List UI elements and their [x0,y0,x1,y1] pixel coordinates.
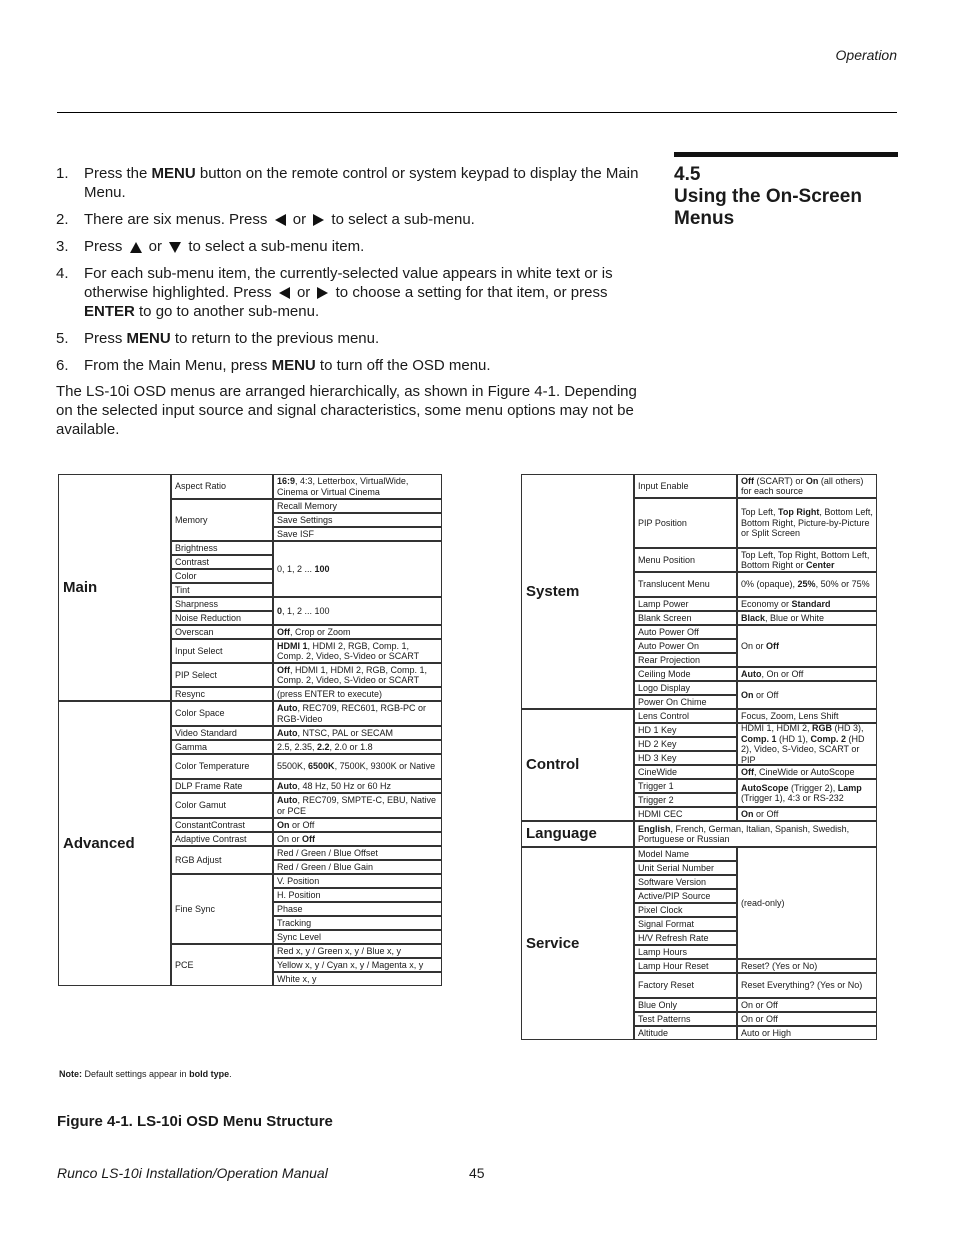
menu-value-cell [273,474,442,499]
menu-value-cell [273,874,442,888]
menu-service-label: Service [526,934,580,952]
menu-item-cell [634,572,737,597]
menu-value-cell [737,959,877,973]
menu-item-cell [634,498,737,548]
menu-item-cell [171,726,273,740]
step-number: 5. [56,330,69,347]
menu-item-cell [171,874,273,944]
menu-value: White x, y [277,973,317,984]
menu-language-label: Language [526,825,597,842]
menu-item-cell [634,709,737,723]
menu-value-cell [273,597,442,625]
menu-item-cell [634,861,737,875]
step-item [56,210,656,229]
menu-item-cell [634,474,737,498]
note-end: . [229,1069,232,1079]
menu-item-cell [171,687,273,701]
menu-item-cell [634,639,737,653]
menu-item-cell [634,653,737,667]
menu-item: Lamp Hours [638,946,688,957]
menu-item-cell [634,611,737,625]
menu-value-cell [737,667,877,681]
menu-item: Color Space [175,708,225,719]
menu-item: Input Select [175,645,223,656]
menu-item: HDMI CEC [638,808,683,819]
menu-item-cell [634,681,737,695]
menu-item: Memory [175,514,208,525]
menu-item-cell [171,597,273,611]
menu-value: On or Off [741,999,778,1010]
menu-item: Lens Control [638,710,690,721]
section-number: 4.5 [674,164,701,185]
menu-system-label: System [526,582,580,600]
menu-main-label: Main [63,578,98,596]
menu-item: Noise Reduction [175,612,242,623]
menu-value-cell [273,972,442,986]
menu-item: HD 2 Key [638,738,677,749]
menu-value: HDMI 1, HDMI 2, RGB, Comp. 1, Comp. 2, Video, S-Video or SCART [277,640,420,661]
menu-value-cell [273,726,442,740]
menu-value-cell [737,625,877,667]
menu-item: Model Name [638,848,690,859]
menu-item: Active/PIP Source [638,890,711,901]
menu-item-cell [171,611,273,625]
menu-value: Off (SCART) or On (all others) for each source [741,475,864,496]
menu-item: Adaptive Contrast [175,833,247,844]
menu-value: Save ISF [277,528,315,539]
menu-item: Overscan [175,626,214,637]
menu-value: Auto or High [741,1027,792,1038]
menu-value-cell [273,687,442,701]
menu-value: Auto, 48 Hz, 50 Hz or 60 Hz [277,780,392,791]
menu-advanced-label: Advanced [63,834,135,852]
menu-item: Auto Power On [638,640,700,651]
menu-value-cell [273,944,442,958]
menu-value: Top Left, Top Right, Bottom Left, Bottom Right or Center [741,549,870,570]
menu-value: Black, Blue or White [741,612,825,623]
menu-value-cell [737,1026,877,1040]
steps-list [56,164,656,383]
menu-value: 16:9, 4:3, Letterbox, VirtualWide, Cinema or Virtual Cinema [277,476,409,497]
menu-item: Color Temperature [175,761,250,772]
left-arrow-icon [279,287,290,299]
menu-value-cell [273,527,442,541]
menu-item: Trigger 1 [638,780,674,791]
menu-item-cell [634,1012,737,1026]
menu-item: Gamma [175,741,208,752]
note-label: Note: [59,1069,82,1079]
step-item [56,356,656,375]
menu-value-cell [273,916,442,930]
step-text: Press MENU to return to the previous menu. [84,330,380,347]
menu-value: Red / Green / Blue Offset [277,847,378,858]
menu-item-cell [171,754,273,779]
menu-item-cell [171,846,273,874]
menu-item-cell [171,944,273,986]
menu-item-cell [634,695,737,709]
page-number: 45 [469,1165,485,1181]
menu-value: On or Off [741,689,779,700]
step-number: 6. [56,357,69,374]
up-arrow-icon [130,242,142,253]
menu-item: Ceiling Mode [638,668,691,679]
menu-value: V. Position [277,875,320,886]
menu-value-cell [737,765,877,779]
menu-value-cell [273,639,442,663]
menu-item-cell [634,889,737,903]
menu-item: Altitude [638,1027,669,1038]
menu-value-cell [737,1012,877,1026]
menu-item-cell [634,875,737,889]
menu-item-cell [634,779,737,793]
menu-value: English, French, German, Italian, Spanish, Swedish, Portuguese or Russian [638,823,850,844]
menu-value: AutoScope (Trigger 2), Lamp (Trigger 1), 4:3 or RS-232 [741,782,862,803]
menu-item-cell [634,765,737,779]
menu-value: On or Off [741,640,780,651]
menu-item: Color [175,570,197,581]
menu-value-cell [273,793,442,818]
menu-item-cell [171,499,273,541]
menu-item: Pixel Clock [638,904,683,915]
menu-value: H. Position [277,889,321,900]
menu-item: Aspect Ratio [175,481,227,492]
menu-value-cell [737,779,877,807]
menu-value: 5500K, 6500K, 7500K, 9300K or Native [277,761,436,772]
menu-item: Blue Only [638,999,678,1010]
menu-item: Auto Power Off [638,626,699,637]
menu-value-cell [273,930,442,944]
menu-value-cell [273,860,442,874]
menu-item-cell [171,793,273,818]
step-item [56,164,656,202]
left-arrow-icon [275,214,286,226]
menu-value: Phase [277,903,303,914]
menu-value: Auto, On or Off [741,668,804,679]
menu-value-cell [737,807,877,821]
menu-item-cell [171,541,273,555]
menu-value: Off, CineWide or AutoScope [741,766,855,777]
menu-item-cell [634,667,737,681]
menu-value: Save Settings [277,514,333,525]
menu-value: (press ENTER to execute) [277,688,383,699]
section-title [674,164,904,230]
menu-item-cell [634,793,737,807]
header-rule [57,112,897,113]
menu-value-cell [634,821,877,847]
right-arrow-icon [317,287,328,299]
figure-caption: Figure 4-1. LS-10i OSD Menu Structure [57,1113,333,1130]
section-bar [674,152,898,157]
menu-item-cell [171,779,273,793]
menu-item: ConstantContrast [175,819,246,830]
menu-item: Translucent Menu [638,579,710,590]
menu-item: H/V Refresh Rate [638,932,709,943]
menu-value-cell [273,846,442,860]
menu-item-cell [634,807,737,821]
menu-value-cell [737,681,877,709]
menu-item: Lamp Power [638,598,689,609]
menu-item: Blank Screen [638,612,692,623]
menu-value: Auto, REC709, REC601, RGB-PC or RGB-Video [277,703,427,724]
menu-value: On or Off [277,833,316,844]
menu-item: Video Standard [175,727,237,738]
step-text: From the Main Menu, press MENU to turn off the OSD menu. [84,357,491,374]
menu-value: On or Off [277,819,315,830]
menu-item-cell [171,639,273,663]
menu-value-cell [737,611,877,625]
menu-item-cell [634,945,737,959]
menu-value-cell [737,847,877,959]
menu-value-cell [737,723,877,765]
running-header: Operation [835,47,897,63]
step-item [56,329,656,348]
menu-item-cell [171,625,273,639]
menu-value: 2.5, 2.35, 2.2, 2.0 or 1.8 [277,741,373,752]
menu-item-cell [634,625,737,639]
menu-value: Red x, y / Green x, y / Blue x, y [277,945,402,956]
menu-item: Sharpness [175,598,219,609]
menu-value: 0, 1, 2 ... 100 [277,563,330,574]
menu-item-cell [634,548,737,572]
menu-item-cell [171,555,273,569]
menu-item-cell [634,751,737,765]
menu-value-cell [737,597,877,611]
section-heading: Using the On-Screen Menus [674,186,862,229]
menu-item-cell [171,569,273,583]
menu-item-cell [171,740,273,754]
menu-item-cell [634,723,737,737]
menu-value-cell [273,902,442,916]
menu-item-cell [171,583,273,597]
menu-value-cell [273,832,442,846]
menu-value-cell [273,625,442,639]
menu-value-cell [273,754,442,779]
menu-value: 0, 1, 2 ... 100 [277,605,330,616]
menu-item: Software Version [638,876,707,887]
menu-item: Lamp Hour Reset [638,960,709,971]
menu-item: Color Gamut [175,800,227,811]
step-text: For each sub-menu item, the currently-selected value appears in white text or is otherwise highlighted. Press or to choose a setting for that item, or press ENTER to go to another sub-menu. [84,265,613,320]
footer-manual-title: Runco LS-10i Installation/Operation Manual [57,1165,328,1181]
menu-value-cell [273,888,442,902]
menu-control-label: Control [526,756,580,773]
menu-item: Rear Projection [638,654,701,665]
menu-value-cell [273,818,442,832]
menu-value-cell [273,513,442,527]
down-arrow-icon [169,242,181,253]
menu-value: Reset? (Yes or No) [741,960,818,971]
menu-value: (read-only) [741,897,785,908]
menu-item-cell [171,701,273,726]
menu-item: Fine Sync [175,903,216,914]
menu-item: Factory Reset [638,980,695,991]
menu-value: Off, Crop or Zoom [277,626,351,637]
intro-paragraph: The LS-10i OSD menus are arranged hierarchically, as shown in Figure 4-1. Depending on the selected input source and signal characteristics, some menu options may not be available. [56,383,637,438]
menu-item-cell [634,931,737,945]
menu-value-cell [273,541,442,597]
menu-value: Tracking [277,917,312,928]
menu-value: On or Off [741,808,779,819]
menu-value-cell [737,498,877,548]
menu-item-cell [634,903,737,917]
menu-item-cell [634,917,737,931]
step-number: 4. [56,265,69,282]
menu-item-cell [171,663,273,687]
menu-item: Trigger 2 [638,794,674,805]
menu-item: Tint [175,584,190,595]
menu-item: Logo Display [638,682,691,693]
menu-item-cell [634,1026,737,1040]
menu-item: HD 3 Key [638,752,677,763]
note-text: Default settings appear in [82,1069,190,1079]
menu-value: Yellow x, y / Cyan x, y / Magenta x, y [277,959,424,970]
menu-value-cell [273,779,442,793]
menu-item: Menu Position [638,554,696,565]
menu-item: Test Patterns [638,1013,691,1024]
menu-value-cell [273,499,442,513]
right-arrow-icon [313,214,324,226]
menu-value-cell [737,973,877,998]
menu-item-cell [634,597,737,611]
step-number: 1. [56,165,69,182]
menu-value-cell [737,474,877,498]
menu-item: HD 1 Key [638,724,677,735]
menu-value: Reset Everything? (Yes or No) [741,980,863,991]
menu-item-cell [171,474,273,499]
menu-item: PIP Position [638,517,687,528]
menu-item-cell [634,737,737,751]
step-text: Press or to select a sub-menu item. [84,238,365,255]
menu-value: On or Off [741,1013,778,1024]
menu-item: PIP Select [175,669,217,680]
menu-item: Contrast [175,556,210,567]
menu-value: Auto, REC709, SMPTE-C, EBU, Native or PCE [277,795,437,816]
menu-item: Power On Chime [638,696,707,707]
menu-value: Focus, Zoom, Lens Shift [741,710,839,721]
menu-item: Input Enable [638,480,689,491]
menu-value-cell [737,548,877,572]
menu-item-cell [171,832,273,846]
step-item [56,264,656,321]
menu-value-cell [737,709,877,723]
step-number: 3. [56,238,69,255]
menu-item: Brightness [175,542,218,553]
menu-value-cell [737,998,877,1012]
menu-item-cell [171,818,273,832]
menu-value: Red / Green / Blue Gain [277,861,374,872]
menu-item: CineWide [638,766,678,777]
menu-value: Sync Level [277,931,322,942]
menu-item-cell [634,847,737,861]
menu-value: Recall Memory [277,500,338,511]
menu-item: DLP Frame Rate [175,780,243,791]
step-text: There are six menus. Press or to select a sub-menu. [84,211,475,228]
menu-value: Auto, NTSC, PAL or SECAM [277,727,394,738]
menu-value: Economy or Standard [741,598,831,609]
note-bold: bold type [189,1069,230,1079]
menu-value: HDMI 1, HDMI 2, RGB (HD 3), Comp. 1 (HD 1), Comp. 2 (HD 2), Video, S-Video, SCART or PIP [741,723,865,765]
menu-value: 0% (opaque), 25%, 50% or 75% [741,579,870,590]
step-item [56,237,656,256]
menu-item: RGB Adjust [175,854,222,865]
menu-item: Resync [175,688,206,699]
menu-item-cell [634,998,737,1012]
step-text: Press the MENU button on the remote control or system keypad to display the Main Menu. [84,165,639,201]
figure-note [59,1069,232,1079]
menu-item-cell [634,959,737,973]
step-number: 2. [56,211,69,228]
menu-item: PCE [175,959,194,970]
menu-value-cell [273,958,442,972]
menu-value-cell [273,701,442,726]
menu-item: Signal Format [638,918,695,929]
menu-item-cell [634,973,737,998]
menu-value: Off, HDMI 1, HDMI 2, RGB, Comp. 1, Comp. 2, Video, S-Video or SCART [277,664,428,685]
menu-item: Unit Serial Number [638,862,715,873]
menu-value-cell [737,572,877,597]
menu-value-cell [273,740,442,754]
menu-value-cell [273,663,442,687]
menu-value: Top Left, Top Right, Bottom Left, Bottom Right, Picture-by-Picture or Split Screen [741,507,873,539]
